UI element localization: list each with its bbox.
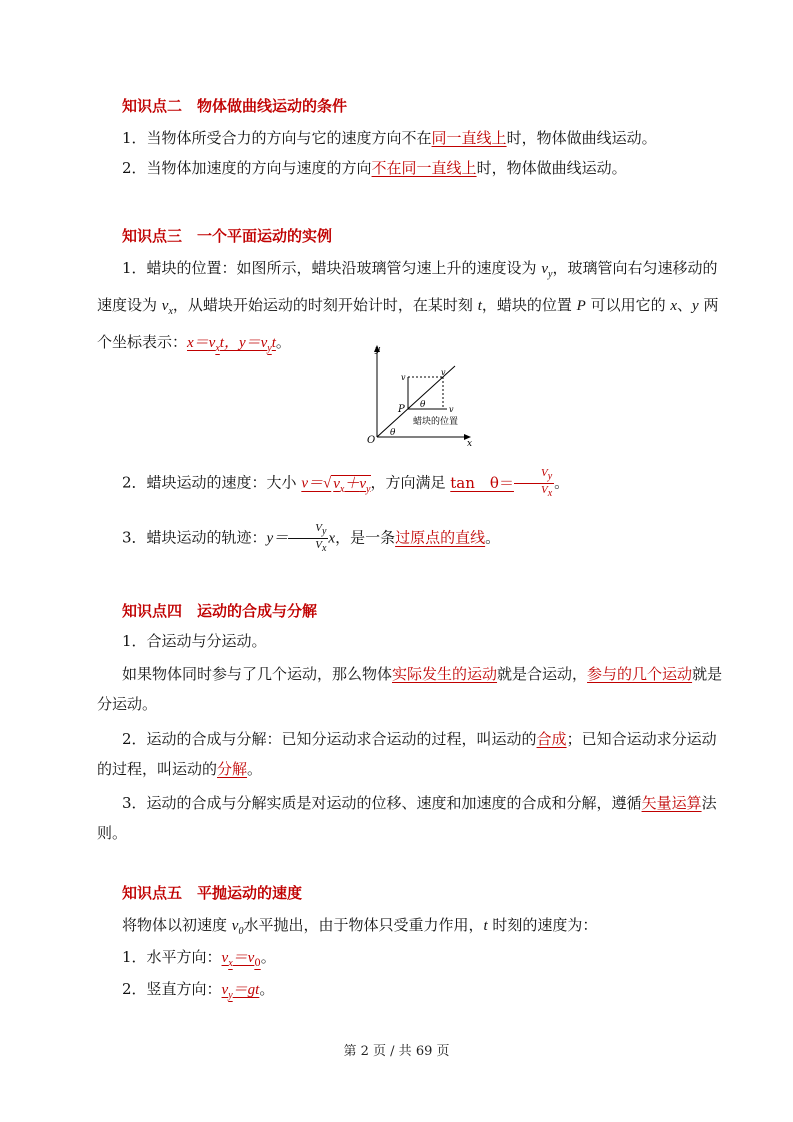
- text-segment: v: [161, 298, 169, 314]
- text-segment: 如果物体同时参与了几个运动，那么物体: [122, 665, 393, 683]
- text-segment: 3．运动的合成与分解实质是对运动的位移、速度和加速度的合成和分解，遵循: [122, 794, 642, 812]
- text-segment: 1．当物体所受合力的方向与它的速度方向不在: [122, 129, 432, 147]
- text-segment: 。: [247, 760, 263, 778]
- text-segment: 时，物体做曲线运动。: [476, 159, 627, 177]
- answer-text: ＝v: [232, 950, 255, 966]
- text-segment: 时刻的速度为：: [487, 916, 598, 934]
- v-label: v: [441, 368, 446, 377]
- subscript: y: [548, 269, 553, 280]
- text-segment: v: [231, 918, 239, 934]
- answer-text: t，y＝v: [219, 335, 268, 351]
- text-segment: t: [477, 298, 482, 314]
- text-segment: 2．运动的合成与分解：已知分运动求合运动的过程，叫运动的: [122, 730, 537, 748]
- text-segment: 2．当物体加速度的方向与速度的方向: [122, 159, 372, 177]
- text-segment: 。: [259, 980, 275, 998]
- theta-label: θ: [420, 400, 426, 410]
- text-segment: ，玻璃管向右匀速移动的速度设为: [97, 259, 718, 314]
- origin-label: O: [367, 435, 376, 446]
- paragraph: [97, 724, 723, 784]
- answer-text: 矢量运算: [641, 794, 702, 812]
- answer-text: v: [221, 982, 229, 998]
- text-segment: x: [670, 298, 678, 314]
- paragraph: [97, 123, 723, 153]
- subscript: x: [168, 306, 173, 317]
- answer-text: t: [271, 335, 276, 351]
- answer-text: x: [228, 958, 233, 969]
- paragraph: [97, 788, 723, 848]
- text-segment: 1．蜡块的位置：如图所示，蜡块沿玻璃管匀速上升的速度设为: [122, 259, 542, 277]
- speed-formula: v＝√ $v_x+v_y$: [301, 475, 371, 495]
- text-segment: 1．水平方向：: [122, 948, 222, 966]
- answer-text: 同一直线上: [431, 129, 507, 147]
- text-segment: ，从蜡块开始运动的时刻开始计时，在某时刻: [172, 296, 478, 314]
- paragraph: [97, 626, 723, 656]
- text-segment: 水平抛出，由于物体只受重力作用，: [243, 916, 484, 934]
- answer-text: y: [228, 990, 233, 1001]
- vx-label: v: [449, 405, 454, 414]
- text-segment: 2．竖直方向：: [122, 980, 222, 998]
- paragraph: [97, 153, 723, 183]
- text-segment: 、: [677, 296, 693, 314]
- text-segment: ；已知合运动求分运动的过程，叫运动的: [97, 730, 717, 778]
- answer-text: 分解: [217, 760, 248, 778]
- text-segment: 1．合运动与分运动。: [122, 632, 267, 650]
- text-segment: 将物体以初速度: [122, 916, 232, 934]
- text-segment: 。: [260, 948, 276, 966]
- answer-text: 不在同一直线上: [371, 159, 477, 177]
- answer-text: x: [215, 343, 220, 354]
- answer-text: 0: [254, 958, 261, 969]
- caption: 蜡块的位置: [413, 417, 459, 427]
- text-segment: 可以用它的: [585, 296, 671, 314]
- p-label: P: [398, 404, 405, 415]
- heading-section-5: 知识点五 平抛运动的速度: [122, 884, 303, 902]
- answer-text: ＝gt: [232, 982, 260, 998]
- text-segment: 法则。: [97, 794, 717, 842]
- text-segment: y: [692, 298, 699, 314]
- text-segment: ，蜡块的位置: [481, 296, 577, 314]
- answer-text: 参与的几个运动: [587, 665, 693, 683]
- text-segment: v: [541, 261, 548, 277]
- direction-formula: tan θ＝ $\frac{V_y}{V_x}$: [450, 467, 553, 500]
- text-segment: 。: [275, 333, 291, 351]
- answer-text: 合成: [536, 730, 567, 748]
- subscript: 0: [238, 926, 244, 937]
- text-segment: 就是合运动，: [497, 665, 588, 683]
- text-segment: 两个坐标表示：: [97, 296, 719, 351]
- y-label: y: [375, 345, 381, 355]
- vy-label: v: [401, 373, 406, 382]
- text-segment: P: [576, 298, 586, 314]
- paragraph-trajectory: 3．蜡块运动的轨迹：y＝ $\frac{V_y}{V_x}$ x，是一条过原点的直线。: [122, 522, 501, 555]
- heading-section-2: 知识点二 物体做曲线运动的条件: [122, 97, 348, 115]
- theta-label: θ: [390, 428, 396, 438]
- text-segment: 就是分运动。: [97, 665, 723, 713]
- answer-text: y: [267, 343, 272, 354]
- x-label: x: [467, 439, 473, 447]
- page-footer: 第 2 页 / 共 69 页: [343, 1044, 450, 1059]
- wax-block-diagram: [365, 342, 475, 447]
- text-segment: t: [483, 918, 488, 934]
- answer-text: x＝v: [187, 335, 216, 351]
- text-segment: 时，物体做曲线运动。: [506, 129, 657, 147]
- paragraph: [97, 974, 723, 1011]
- paragraph-speed: 2．蜡块运动的速度：大小 v＝√ $v_x+v_y$，方向满足 tan θ＝ $\frac{V_y}{V_x}$ 。: [122, 467, 570, 500]
- heading-section-3: 知识点三 一个平面运动的实例: [122, 227, 333, 245]
- answer-text: 实际发生的运动: [392, 665, 498, 683]
- answer-text: v: [221, 950, 229, 966]
- paragraph: [97, 659, 723, 719]
- heading-section-4: 知识点四 运动的合成与分解: [122, 602, 318, 620]
